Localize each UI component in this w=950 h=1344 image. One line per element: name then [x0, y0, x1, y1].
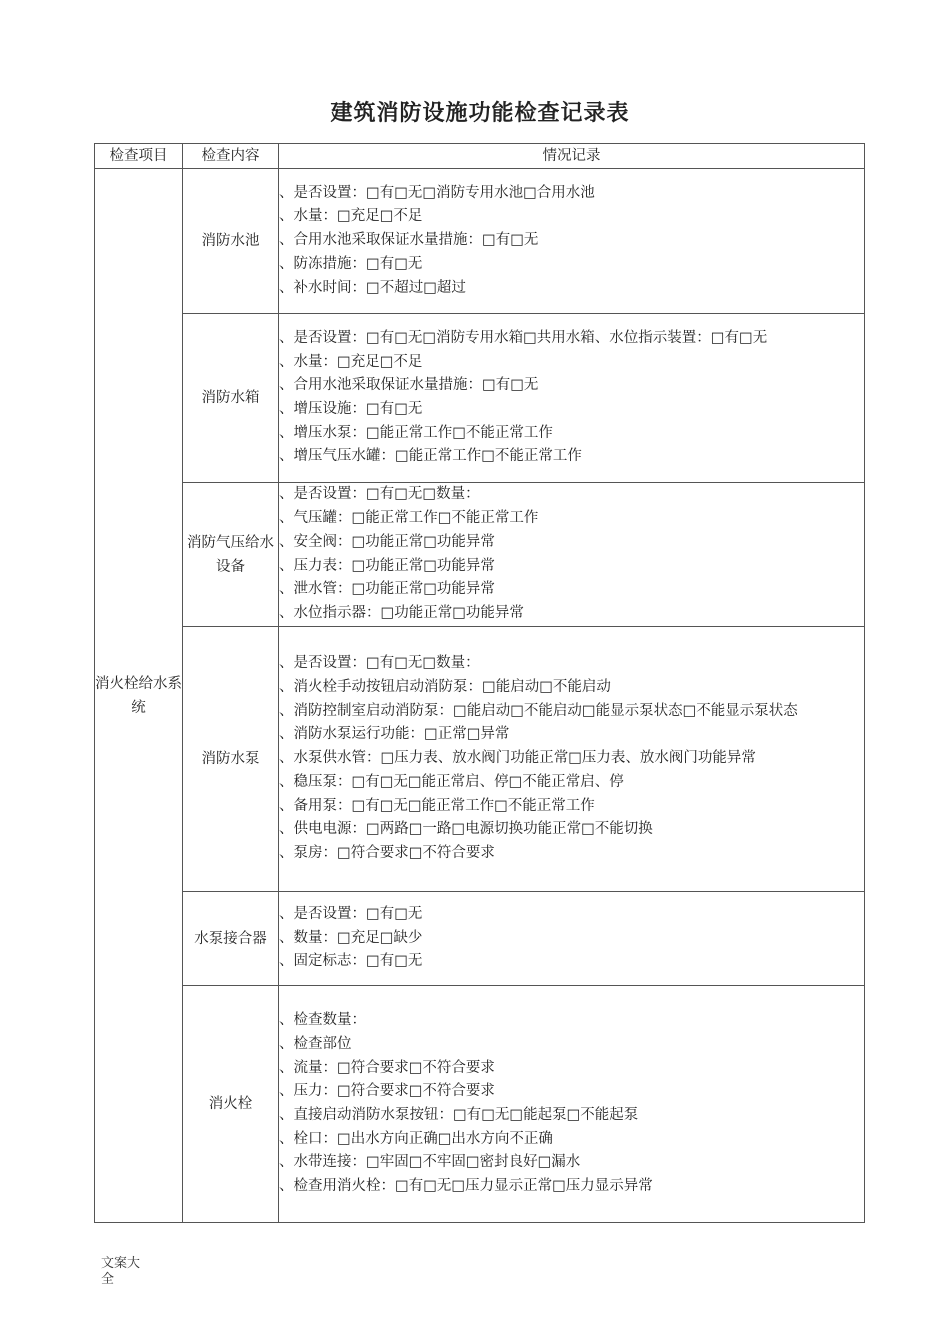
item-cell-fire-hydrant: 消火栓 [183, 986, 279, 1223]
record-line: 、稳压泵：□有□无□能正常启、停□不能正常启、停 [279, 773, 624, 790]
record-line: 、压力：□符合要求□不符合要求 [279, 1083, 495, 1100]
record-line: 、消火栓手动按钮启动消防泵：□能启动□不能启动 [279, 679, 611, 696]
footer-text: 文案大全 [101, 1256, 141, 1287]
table-header-row [95, 144, 865, 169]
record-line: 、合用水池采取保证水量措施：□有□无 [279, 232, 539, 249]
record-line: 、水带连接：□牢固□不牢固□密封良好□漏水 [279, 1154, 581, 1171]
record-line: 、泄水管：□功能正常□功能异常 [279, 581, 495, 598]
record-line: 、安全阀：□功能正常□功能异常 [279, 533, 495, 550]
item-cell-fire-pool: 消防水池 [183, 169, 279, 314]
header-situation-record: 情况记录 [279, 144, 865, 169]
record-line: 、检查用消火栓：□有□无□压力显示正常□压力显示异常 [279, 1178, 653, 1195]
record-line: 、增压水泵：□能正常工作□不能正常工作 [279, 424, 553, 441]
item-cell-pressure-equipment: 消防气压给水设备 [183, 483, 279, 627]
table-row [95, 314, 865, 483]
record-cell-fire-hydrant [279, 986, 865, 1223]
record-line: 、直接启动消防水泵按钮：□有□无□能起泵□不能起泵 [279, 1107, 639, 1123]
record-line: 、消防水泵运行功能：□正常□异常 [279, 726, 510, 743]
record-line: 、水泵供水管：□压力表、放水阀门功能正常□压力表、放水阀门功能异常 [279, 750, 756, 767]
record-line: 、增压气压水罐：□能正常工作□不能正常工作 [279, 448, 582, 465]
record-line: 、栓口：□出水方向正确□出水方向不正确 [279, 1130, 553, 1147]
record-line: 、数量：□充足□缺少 [279, 929, 423, 946]
record-line: 、消防控制室启动消防泵：□能启动□不能启动□能显示泵状态□不能显示泵状态 [279, 702, 798, 719]
record-cell-fire-pool [279, 169, 865, 314]
header-inspection-project: 检查项目 [95, 144, 183, 169]
system-name-cell: 消火栓给水系统 [95, 169, 183, 1223]
record-line: 、供电电源：□两路□一路□电源切换功能正常□不能切换 [279, 821, 653, 838]
record-line: 、备用泵：□有□无□能正常工作□不能正常工作 [279, 797, 595, 814]
record-line: 、水位指示器：□功能正常□功能异常 [279, 604, 524, 621]
record-cell-pump-adapter [279, 892, 865, 986]
record-cell-fire-pump [279, 627, 865, 892]
table-row [95, 892, 865, 986]
record-line: 、气压罐：□能正常工作□不能正常工作 [279, 510, 539, 527]
record-line: 、是否设置：□有□无 [279, 905, 423, 922]
record-line: 、检查数量： [279, 1012, 366, 1029]
inspection-record-table [94, 143, 865, 1223]
record-cell-pressure-equipment [279, 483, 865, 627]
table-row [95, 169, 865, 314]
record-line: 、补水时间：□不超过□超过 [279, 279, 466, 296]
item-cell-fire-pump: 消防水泵 [183, 627, 279, 892]
document-title: 建筑消防设施功能检查记录表 [330, 101, 630, 126]
record-line: 、是否设置：□有□无□消防专用水箱□共用水箱、水位指示装置：□有□无 [279, 329, 768, 346]
table-row [95, 483, 865, 627]
record-line: 、水量：□充足□不足 [279, 208, 423, 225]
record-line: 、合用水池采取保证水量措施：□有□无 [279, 377, 539, 394]
table-row [95, 627, 865, 892]
item-cell-pump-adapter: 水泵接合器 [183, 892, 279, 986]
record-line: 、压力表：□功能正常□功能异常 [279, 557, 495, 574]
record-line: 、是否设置：□有□无□数量： [279, 655, 480, 672]
record-line: 、泵房：□符合要求□不符合要求 [279, 844, 495, 861]
record-line: 、固定标志：□有□无 [279, 953, 423, 970]
record-line: 、防冻措施：□有□无 [279, 255, 423, 272]
item-cell-fire-tank: 消防水箱 [183, 314, 279, 483]
record-cell-fire-tank [279, 314, 865, 483]
table-row [95, 986, 865, 1223]
record-line: 、增压设施：□有□无 [279, 401, 423, 417]
record-line: 、是否设置：□有□无□消防专用水池□合用水池 [279, 184, 595, 201]
record-line: 、是否设置：□有□无□数量： [279, 486, 480, 503]
record-line: 、流量：□符合要求□不符合要求 [279, 1059, 495, 1076]
record-line: 、检查部位 [279, 1035, 352, 1052]
header-inspection-content: 检查内容 [183, 144, 279, 169]
record-line: 、水量：□充足□不足 [279, 353, 423, 370]
